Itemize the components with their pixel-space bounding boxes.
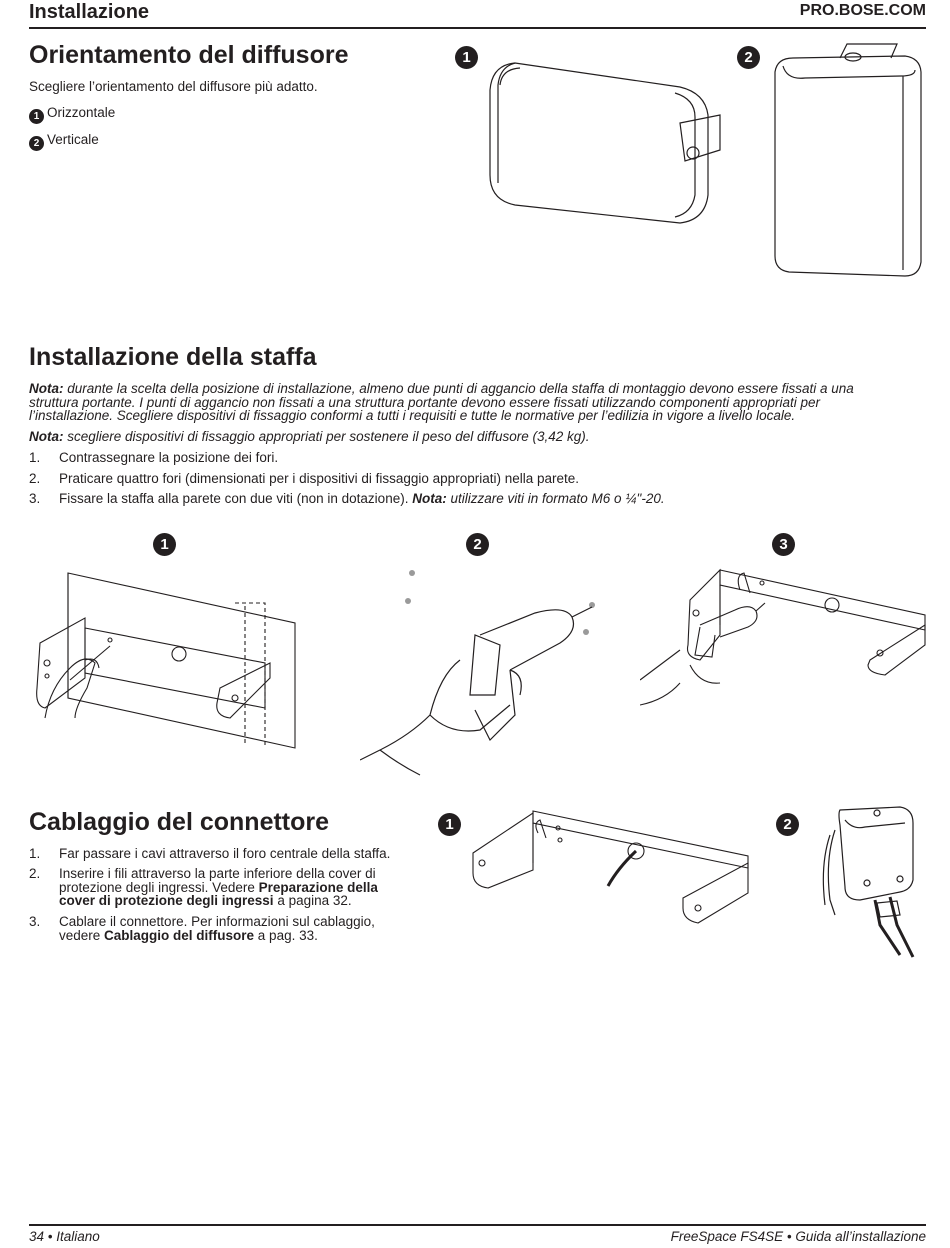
drill-holes-illustration bbox=[360, 565, 605, 780]
bracket-note-1-line-2: struttura portante. I punti di aggancio non fissati a una struttura portante devono essere fissati utilizzando componenti appropriati per bbox=[29, 395, 820, 410]
step-text: Praticare quattro fori (dimensionati per i dispositivi di fissaggio appropriati) nella parete. bbox=[59, 471, 580, 486]
cross-reference-link: Cablaggio del diffusore bbox=[104, 927, 255, 943]
step-text-wrapper bbox=[59, 492, 665, 506]
step-text-line-2: protezione degli ingressi. Vedere bbox=[59, 879, 259, 895]
figure-badge-horizontal: 1 bbox=[455, 46, 478, 69]
step-text: Fissare la staffa alla parete con due viti (non in dotazione). bbox=[59, 491, 413, 506]
bracket-note-1-line-1 bbox=[29, 382, 854, 396]
cross-reference-link: Preparazione della bbox=[258, 879, 378, 895]
figure-badge-wiring-2: 2 bbox=[776, 813, 799, 836]
step-number: 2. bbox=[29, 866, 41, 881]
speaker-horizontal-illustration bbox=[480, 55, 730, 235]
footer-page-number: 34 • Italiano bbox=[29, 1229, 100, 1244]
figure-badge-step-2: 2 bbox=[466, 533, 489, 556]
cable-through-bracket-illustration bbox=[468, 808, 753, 928]
step-text: Far passare i cavi attraverso il foro centrale della staffa. bbox=[59, 846, 391, 861]
figure-badge-step-3: 3 bbox=[772, 533, 795, 556]
step-text-line-1: Cablare il connettore. Per informazioni sul cablaggio, bbox=[59, 914, 375, 929]
option-label: Orizzontale bbox=[47, 105, 116, 120]
note-text: utilizzare viti in formato M6 o ¼"-20. bbox=[450, 491, 665, 506]
orientation-option-horizontal bbox=[29, 106, 115, 124]
bracket-note-1-line-3: l’installazione. Scegliere dispositivi di fissaggio conformi a tutti i requisiti e tutte le normative per l’edilizia in vigore a livello locale. bbox=[29, 408, 796, 423]
bracket-heading: Installazione della staffa bbox=[29, 343, 317, 371]
step-text-wrapper bbox=[59, 867, 378, 908]
footer-rule bbox=[29, 1224, 926, 1226]
step-text-line-1: Inserire i fili attraverso la parte inferiore della cover di bbox=[59, 866, 376, 881]
note-label: Nota: bbox=[412, 491, 447, 506]
header-website: PRO.BOSE.COM bbox=[799, 2, 926, 19]
step-number: 1. bbox=[29, 450, 41, 465]
mark-holes-illustration bbox=[35, 568, 300, 753]
step-text-line-3: a pagina 32. bbox=[273, 893, 352, 908]
note-label: Nota: bbox=[29, 381, 64, 396]
note-text: durante la scelta della posizione di installazione, almeno due punti di aggancio della staffa di montaggio devono essere fissati a una bbox=[67, 381, 854, 396]
step-number: 3. bbox=[29, 914, 41, 929]
figure-badge-wiring-1: 1 bbox=[438, 813, 461, 836]
orientation-option-vertical bbox=[29, 133, 99, 151]
footer-document-title: FreeSpace FS4SE • Guida all’installazione bbox=[670, 1229, 926, 1244]
figure-badge-step-1: 1 bbox=[153, 533, 176, 556]
orientation-heading: Orientamento del diffusore bbox=[29, 41, 349, 69]
cross-reference-link: cover di protezione degli ingressi bbox=[59, 893, 274, 908]
note-label: Nota: bbox=[29, 429, 64, 444]
option-label: Verticale bbox=[47, 132, 99, 147]
step-number: 3. bbox=[29, 491, 41, 506]
fix-bracket-illustration bbox=[640, 565, 930, 725]
step-text-line-2: vedere bbox=[59, 927, 105, 943]
orientation-intro: Scegliere l’orientamento del diffusore più adatto. bbox=[29, 79, 318, 94]
number-badge: 1 bbox=[29, 109, 44, 124]
step-number: 1. bbox=[29, 846, 41, 861]
step-text-wrapper bbox=[59, 915, 375, 942]
step-number: 2. bbox=[29, 471, 41, 486]
note-text: scegliere dispositivi di fissaggio appropriati per sostenere il peso del diffusore (3,42 kg). bbox=[67, 429, 590, 444]
wiring-heading: Cablaggio del connettore bbox=[29, 808, 330, 836]
speaker-vertical-illustration bbox=[765, 40, 930, 285]
number-badge: 2 bbox=[29, 136, 44, 151]
step-text-line-2-end: a pag. 33. bbox=[254, 927, 318, 943]
header-section-title: Installazione bbox=[29, 1, 150, 23]
step-text: Contrassegnare la posizione dei fori. bbox=[59, 450, 279, 465]
bracket-note-2 bbox=[29, 430, 590, 444]
figure-badge-vertical: 2 bbox=[737, 46, 760, 69]
header-rule bbox=[29, 27, 926, 29]
input-cover-illustration bbox=[805, 805, 920, 960]
